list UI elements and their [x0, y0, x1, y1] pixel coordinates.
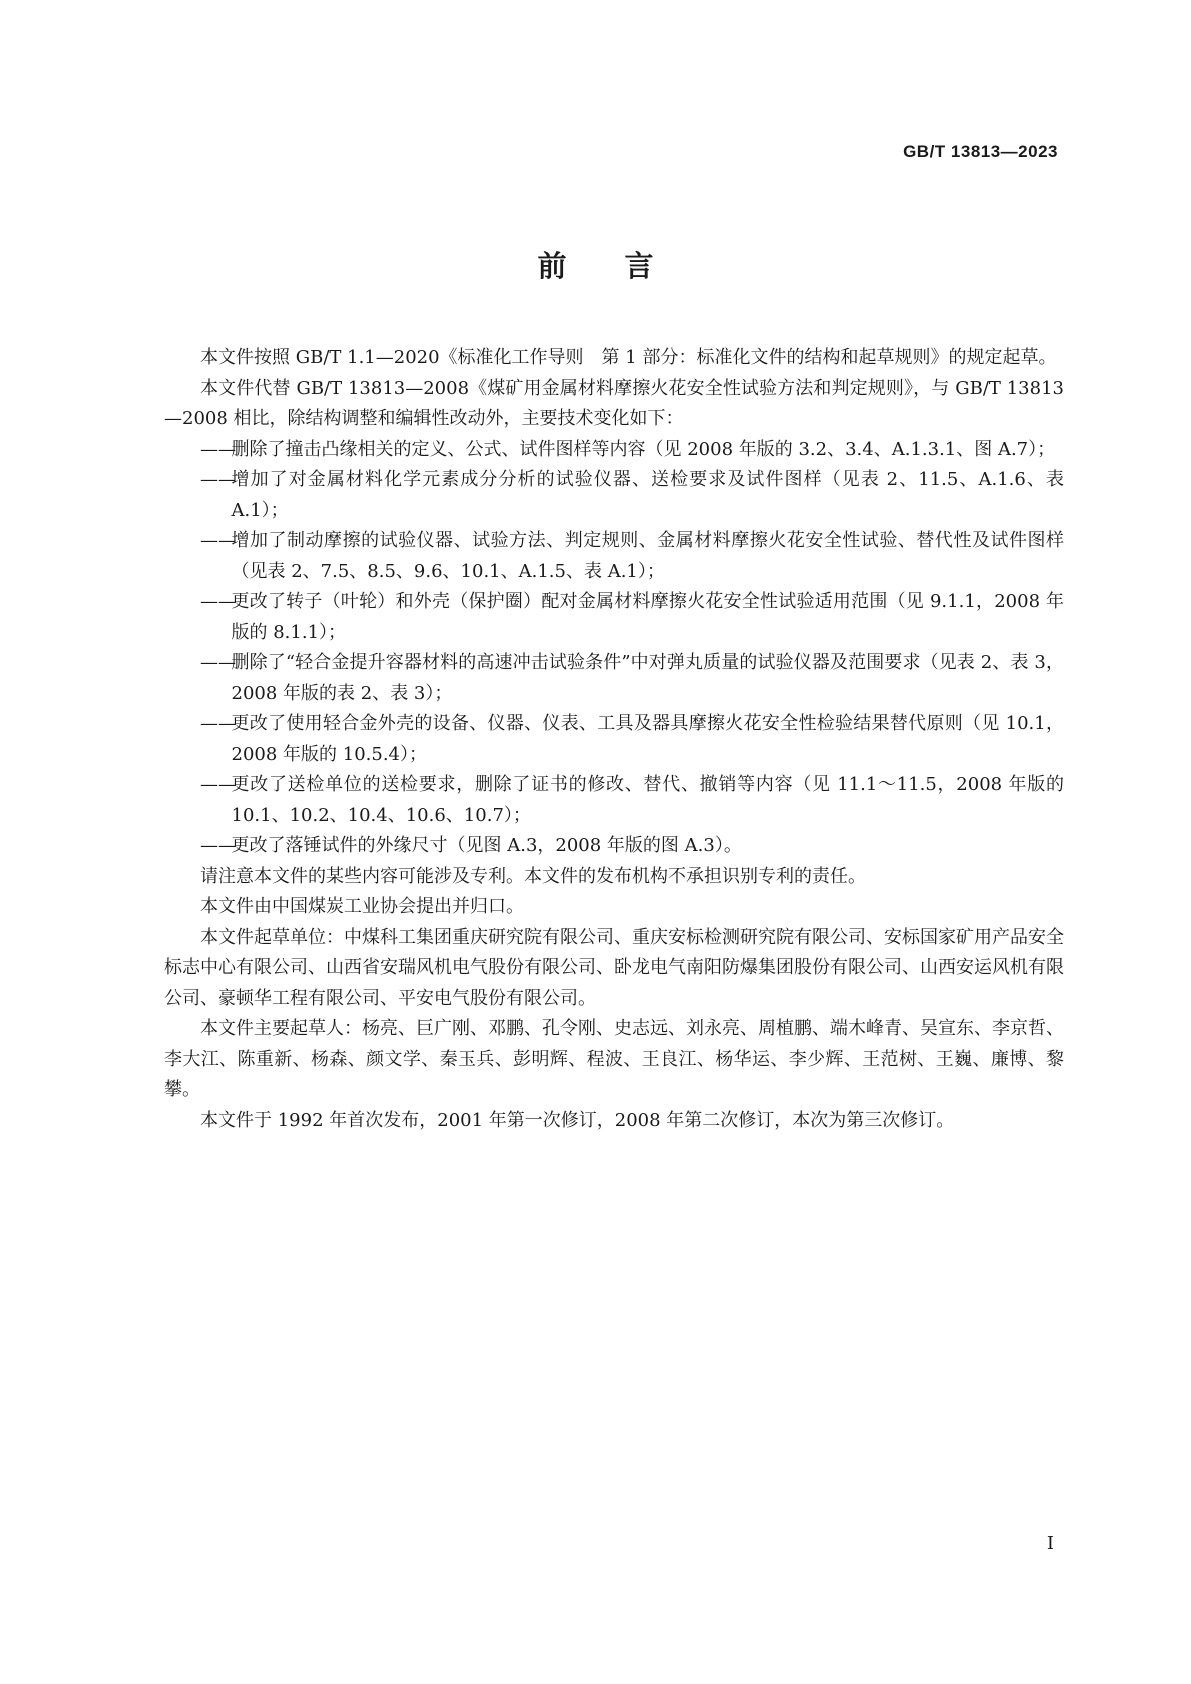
paragraph-replacement: 本文件代替 GB/T 13813—2008《煤矿用金属材料摩擦火花安全性试验方法和判定规则》，与 GB/T 13813—2008 相比，除结构调整和编辑性改动外，主要技术变化如下： — [164, 377, 1064, 429]
list-item — [164, 465, 1064, 526]
dash-marker: —— — [200, 713, 236, 734]
dash-marker: —— — [200, 469, 236, 490]
list-item-text: 删除了“轻合金提升容器材料的高速冲击试验条件”中对弹丸质量的试验仪器及范围要求（见表 2、表 3，2008 年版的表 2、表 3）； — [231, 652, 1064, 704]
paragraph-history: 本文件于 1992 年首次发布，2001 年第一次修订，2008 年第二次修订，本次为第三次修订。 — [200, 1109, 955, 1131]
list-item — [164, 526, 1064, 587]
list-item-text: 更改了落锤试件的外缘尺寸（见图 A.3，2008 年版的图 A.3）。 — [231, 835, 742, 856]
paragraph-drafting-rules: 本文件按照 GB/T 1.1—2020《标准化工作导则 第 1 部分：标准化文件的结构和起草规则》的规定起草。 — [200, 347, 1057, 368]
dash-marker: —— — [200, 774, 236, 795]
list-item — [164, 709, 1064, 770]
paragraph-patent-notice: 请注意本文件的某些内容可能涉及专利。本文件的发布机构不承担识别专利的责任。 — [200, 865, 866, 887]
list-item — [164, 831, 1064, 862]
technical-changes-list — [164, 435, 1064, 862]
paragraph-drafters: 本文件主要起草人：杨亮、巨广刚、邓鹏、孔令刚、史志远、刘永亮、周植鹏、端木峰青、吴宣东、李京哲、李大江、陈重新、杨森、颜文学、秦玉兵、彭明辉、程波、王良江、杨华运、李少辉、王范树、王巍、廉博、黎攀。 — [164, 1018, 1064, 1100]
list-item — [164, 587, 1064, 648]
list-item-text: 增加了对金属材料化学元素成分分析的试验仪器、送检要求及试件图样（见表 2、11.5、A.1.6、表 A.1）； — [231, 469, 1064, 521]
dash-marker: —— — [200, 652, 236, 673]
list-item-text: 更改了使用轻合金外壳的设备、仪器、仪表、工具及器具摩擦火花安全性检验结果替代原则（见 10.1，2008 年版的 10.5.4）； — [231, 713, 1064, 765]
list-item-text: 删除了撞击凸缘相关的定义、公式、试件图样等内容（见 2008 年版的 3.2、3.4、A.1.3.1、图 A.7）； — [231, 438, 1056, 460]
list-item — [164, 648, 1064, 709]
dash-marker: —— — [200, 835, 236, 856]
list-item — [164, 770, 1064, 831]
page-title: 前言 — [537, 249, 712, 283]
page-number: I — [1046, 1533, 1054, 1554]
paragraph-drafting-units: 本文件起草单位：中煤科工集团重庆研究院有限公司、重庆安标检测研究院有限公司、安标国家矿用产品安全标志中心有限公司、山西省安瑞风机电气股份有限公司、卧龙电气南阳防爆集团股份有限公司、山西安运风机有限公司、豪顿华工程有限公司、平安电气股份有限公司。 — [164, 926, 1064, 1009]
list-item-text: 更改了转子（叶轮）和外壳（保护圈）配对金属材料摩擦火花安全性试验适用范围（见 9.1.1，2008 年版的 8.1.1）； — [231, 591, 1064, 643]
list-item-text: 增加了制动摩擦的试验仪器、试验方法、判定规则、金属材料摩擦火花安全性试验、替代性及试件图样（见表 2、7.5、8.5、9.6、10.1、A.1.5、表 A.1）； — [231, 530, 1064, 582]
dash-marker: —— — [200, 438, 236, 460]
paragraph-proposer: 本文件由中国煤炭工业协会提出并归口。 — [200, 896, 524, 917]
list-item-text: 更改了送检单位的送检要求，删除了证书的修改、替代、撤销等内容（见 11.1～11.5，2008 年版的 10.1、10.2、10.4、10.6、10.7）； — [231, 774, 1064, 826]
dash-marker: —— — [200, 530, 236, 551]
list-item — [164, 435, 1064, 466]
dash-marker: —— — [200, 591, 236, 612]
standard-code: GB/T 13813—2023 — [903, 142, 1058, 161]
preface-body — [164, 343, 1064, 1136]
